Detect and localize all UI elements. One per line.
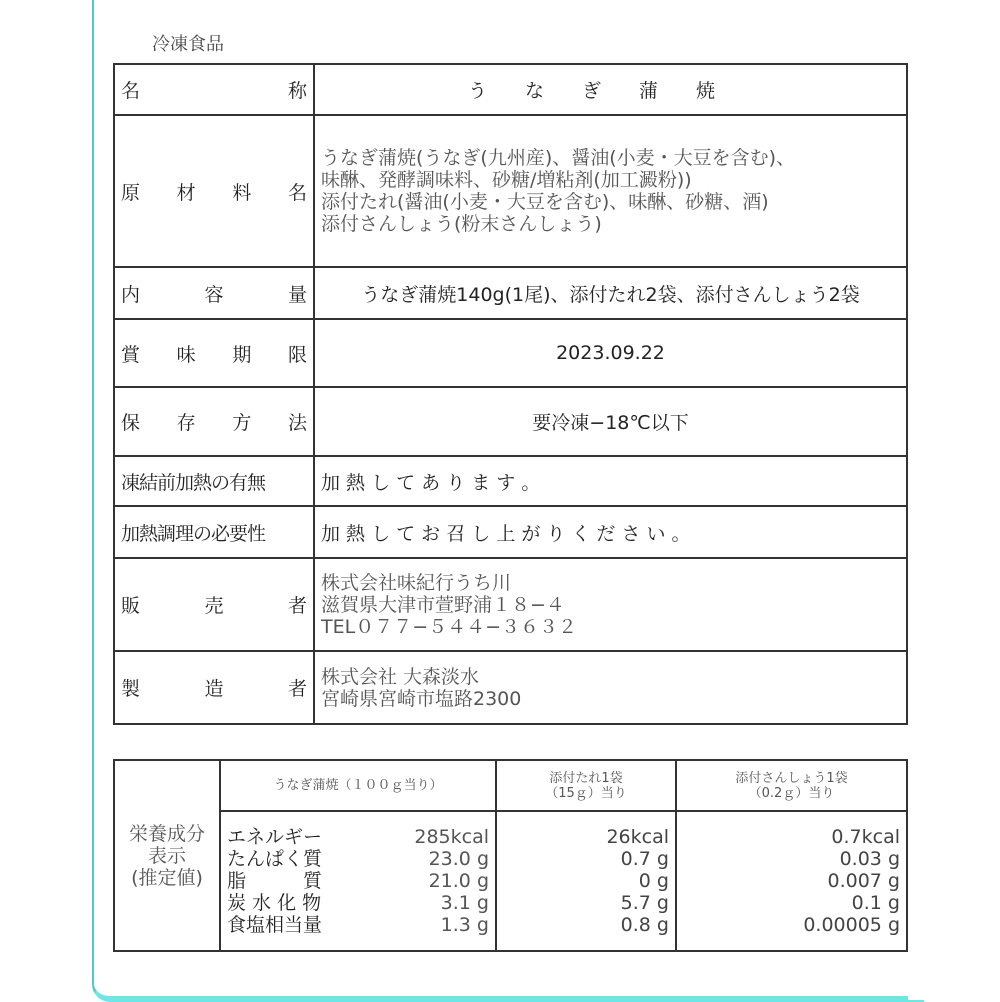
nutrient-value: 0.8 g (620, 914, 669, 936)
tare-values (496, 811, 676, 951)
info-row (114, 387, 907, 456)
row-label (114, 558, 314, 651)
info-row (114, 267, 907, 319)
row-value: 2023.09.22 (314, 319, 907, 387)
row-label-text: 製造者 (121, 678, 307, 700)
nutrient-value: 3.1 g (440, 892, 489, 914)
nutrient-name: 食塩相当量 (227, 914, 323, 936)
row-label-text: 名称 (121, 80, 307, 102)
unagi-values (220, 811, 496, 951)
value-line: うなぎ蒲焼(うなぎ(九州産)、醤油(小麦・大豆を含む)、 (321, 147, 796, 169)
row-label-text: 凍結前加熱の有無 (121, 471, 266, 494)
nutrient-value: 0.007 g (827, 870, 900, 892)
nutrient-name: たんぱく質 (227, 848, 323, 870)
row-label (114, 651, 314, 724)
row-label (114, 319, 314, 387)
row-label (114, 267, 314, 319)
row-label (114, 387, 314, 456)
row-value (314, 651, 907, 724)
header-sansho: 添付さんしょう1袋 （0.2ｇ）当り (676, 760, 907, 811)
row-value: 要冷凍−18℃以下 (314, 387, 907, 456)
row-label (114, 64, 314, 115)
nutrient-row (227, 892, 489, 914)
nutrition-table (113, 759, 908, 952)
row-value: 加 熱 し て お 召 し 上 が り く だ さ い 。 (314, 506, 907, 558)
row-value: うなぎ蒲焼 (314, 64, 907, 115)
info-row (114, 651, 907, 724)
value-line: TEL０７７−５４４−３６３２ (321, 615, 578, 638)
nutrient-value: 21.0 g (428, 870, 489, 892)
nutrient-value: 0.03 g (839, 848, 900, 870)
row-label-text: 原材料名 (121, 181, 307, 204)
value-line: 添付たれ(醤油(小麦・大豆を含む)、味醂、砂糖、酒) (321, 191, 769, 213)
nutrient-value: 0.1 g (851, 892, 900, 914)
nutrient-value: 285kcal (414, 826, 489, 848)
nutrient-value: 1.3 g (440, 914, 489, 936)
info-row (114, 558, 907, 651)
row-label-text: 内容量 (121, 283, 307, 306)
nutrient-row (227, 826, 489, 848)
nutrient-name: 炭 水 化 物 (227, 892, 322, 914)
row-value (314, 558, 907, 651)
info-row (114, 456, 907, 506)
row-label (114, 456, 314, 506)
nutrient-value: 23.0 g (428, 848, 489, 870)
nutrient-value: 0 g (638, 870, 669, 892)
nutrient-row (227, 914, 489, 936)
sansho-values (676, 811, 907, 951)
nutrition-label-line: 栄養成分 (128, 822, 205, 845)
nutrition-label-line: 表示 (147, 844, 186, 867)
header-unagi: うなぎ蒲焼（１００ｇ当り） (220, 760, 496, 811)
nutrient-value: 0.7 g (620, 848, 669, 870)
nutrient-value: 5.7 g (620, 892, 669, 914)
nutrient-row (227, 870, 489, 892)
nutrient-value: 0.7kcal (831, 826, 900, 848)
nutrient-value: 0.00005 g (803, 914, 900, 936)
value-line: 滋賀県大津市萱野浦１８−４ (321, 593, 565, 616)
value-line: 株式会社 大森淡水 (321, 665, 480, 688)
row-label-text: 保存方法 (121, 412, 307, 434)
row-label (114, 506, 314, 558)
nutrient-name: 脂 質 (227, 870, 323, 892)
row-label-text: 加熱調理の必要性 (121, 522, 266, 545)
nutrient-row (227, 848, 489, 870)
info-row (114, 64, 907, 115)
value-line: 添付さんしょう(粉末さんしょう) (321, 213, 602, 235)
nutrition-label-line: (推定値) (131, 866, 203, 889)
nutrient-name: エネルギー (227, 826, 323, 848)
row-value: うなぎ蒲焼140g(1尾)、添付たれ2袋、添付さんしょう2袋 (314, 267, 907, 319)
info-row (114, 506, 907, 558)
category-title: 冷凍食品 (152, 34, 224, 55)
row-label-text: 販売者 (121, 595, 307, 617)
row-label-text: 賞味期限 (121, 343, 307, 366)
product-info-table (113, 63, 908, 725)
nutrient-value: 26kcal (606, 826, 669, 848)
info-row (114, 115, 907, 267)
frame-mask (908, 990, 1000, 1000)
value-line: 株式会社味紀行うち川 (321, 571, 512, 594)
nutrition-label (114, 760, 220, 951)
info-row (114, 319, 907, 387)
value-line: 宮崎県宮崎市塩路2300 (321, 687, 522, 710)
value-line: 味醂、発酵調味料、砂糖/増粘剤(加工澱粉)) (321, 169, 692, 191)
row-label (114, 115, 314, 267)
row-value (314, 115, 907, 267)
header-tare: 添付たれ1袋 （15ｇ）当り (496, 760, 676, 811)
row-value: 加 熱 し て あ り ま す 。 (314, 456, 907, 506)
